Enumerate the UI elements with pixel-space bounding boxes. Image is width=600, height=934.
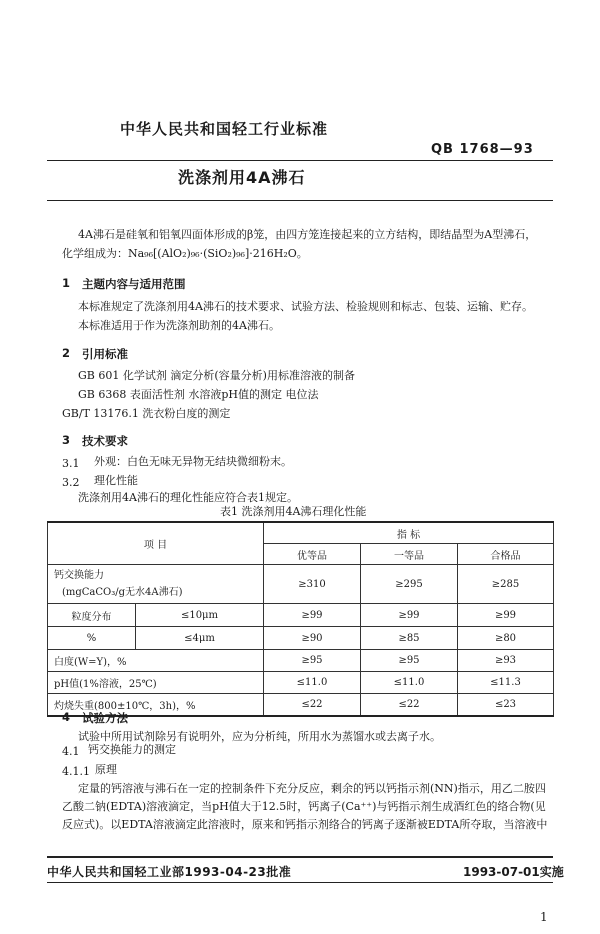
cell-value: ≥99 xyxy=(458,604,554,627)
section-3-1-num: 3.1 xyxy=(62,457,80,470)
cell-value: ≤22 xyxy=(361,694,458,717)
cell-value: ≥99 xyxy=(264,604,361,627)
title-rule xyxy=(47,200,553,201)
row-item: 粒度分布 xyxy=(48,604,136,627)
section-4-1-1-text: 原理 xyxy=(95,763,117,776)
section-1-p2: 本标准适用于作为洗涤剂助剂的4A沸石。 xyxy=(78,319,280,332)
cell-value: ≥95 xyxy=(361,650,458,672)
header-rule xyxy=(47,160,553,161)
row-item-line: (mgCaCO₃/g无水4A沸石) xyxy=(62,587,183,598)
row-condition: ≤10μm xyxy=(136,604,264,627)
cell-value: ≤23 xyxy=(458,694,554,717)
table-row xyxy=(48,604,554,627)
approval-text: 中华人民共和国轻工业部1993-04-23批准 xyxy=(47,865,292,879)
doc-title: 洗涤剂用4A沸石 xyxy=(178,168,306,187)
standard-org: 中华人民共和国轻工行业标准 xyxy=(120,120,329,138)
cell-value: ≥99 xyxy=(361,604,458,627)
section-1-p1: 本标准规定了洗涤剂用4A沸石的技术要求、试验方法、检验规则和标志、包装、运输、贮存。 xyxy=(78,300,533,313)
cell-value: ≤22 xyxy=(264,694,361,717)
cell-value: ≥80 xyxy=(458,627,554,650)
cell-value: ≥295 xyxy=(361,565,458,604)
cell-value: ≤11.0 xyxy=(264,672,361,694)
footer-rule-bottom xyxy=(47,882,553,883)
section-1-num: 1 xyxy=(62,276,71,290)
table-row xyxy=(48,627,554,650)
section-4-title: 试验方法 xyxy=(82,711,128,725)
cell-value: ≥90 xyxy=(264,627,361,650)
table-row xyxy=(48,672,554,694)
cell-value: ≥285 xyxy=(458,565,554,604)
section-3-title: 技术要求 xyxy=(82,434,128,448)
section-4-1-text: 钙交换能力的测定 xyxy=(88,743,176,756)
row-item: % xyxy=(48,627,136,650)
row-item: 白度(W=Y)，% xyxy=(48,650,264,672)
section-3-1-text: 外观：白色无味无异物无结块微细粉末。 xyxy=(94,455,292,468)
section-2-title: 引用标准 xyxy=(82,347,128,361)
page-number: 1 xyxy=(540,910,548,924)
col-item-header: 项 目 xyxy=(48,522,264,565)
principle-line: 反应式)。以EDTA溶液滴定此溶液时，原来和钙指示剂络合的钙离子逐渐被EDTA所夺取，当溶液中 xyxy=(62,818,548,831)
cell-value: ≤11.3 xyxy=(458,672,554,694)
section-3-2-num: 3.2 xyxy=(62,476,80,489)
section-2-num: 2 xyxy=(62,346,71,360)
section-4-1-1-num: 4.1.1 xyxy=(62,765,90,778)
section-1-title: 主题内容与适用范围 xyxy=(82,277,186,291)
intro-line-2: 化学组成为：Na₉₆[(AlO₂)₉₆·(SiO₂)₉₆]·216H₂O。 xyxy=(62,247,308,260)
grade-header: 优等品 xyxy=(264,544,361,565)
section-4-1-num: 4.1 xyxy=(62,745,80,758)
cell-value: ≥85 xyxy=(361,627,458,650)
row-item: pH值(1%溶液，25℃) xyxy=(48,672,264,694)
grade-header: 一等品 xyxy=(361,544,458,565)
grade-header: 合格品 xyxy=(458,544,554,565)
section-4-p1: 试验中所用试剂除另有说明外，应为分析纯，所用水为蒸馏水或去离子水。 xyxy=(78,730,441,743)
row-item: 灼烧失重(800±10℃，3h)，% xyxy=(48,694,264,717)
table-caption: 表1 洗涤剂用4A沸石理化性能 xyxy=(220,505,367,518)
section-3-2-text: 理化性能 xyxy=(94,474,138,487)
row-item xyxy=(48,565,264,604)
ref-item: GB/T 13176.1 洗衣粉白度的测定 xyxy=(62,407,231,420)
row-condition: ≤4μm xyxy=(136,627,264,650)
principle-line: 乙酸二钠(EDTA)溶液滴定，当pH值大于12.5时，钙离子(Ca⁺⁺)与钙指示剂生成酒红色的络合物(见 xyxy=(62,800,546,813)
section-3-2-para: 洗涤剂用4A沸石的理化性能应符合表1规定。 xyxy=(78,491,298,504)
standard-number: QB 1768—93 xyxy=(431,142,534,157)
table-header-row xyxy=(48,522,554,544)
section-3-num: 3 xyxy=(62,433,71,447)
table-row xyxy=(48,565,554,604)
col-index-header: 指 标 xyxy=(264,522,554,544)
intro-line-1: 4A沸石是硅氧和铝氧四面体形成的β笼，由四方笼连接起来的立方结构，即结晶型为A型沸石， xyxy=(78,228,537,241)
cell-value: ≤11.0 xyxy=(361,672,458,694)
implement-text: 1993-07-01实施 xyxy=(463,865,564,879)
row-item-line: 钙交换能力 xyxy=(54,570,104,581)
cell-value: ≥93 xyxy=(458,650,554,672)
ref-item: GB 6368 表面活性剂 水溶液pH值的测定 电位法 xyxy=(78,388,319,401)
footer-rule xyxy=(47,856,553,858)
section-4-num: 4 xyxy=(62,710,71,724)
principle-line: 定量的钙溶液与沸石在一定的控制条件下充分反应，剩余的钙以钙指示剂(NN)指示，用乙二胺四 xyxy=(78,782,546,795)
cell-value: ≥95 xyxy=(264,650,361,672)
cell-value: ≥310 xyxy=(264,565,361,604)
table-row xyxy=(48,650,554,672)
properties-table xyxy=(47,521,554,717)
ref-item: GB 601 化学试剂 滴定分析(容量分析)用标准溶液的制备 xyxy=(78,369,355,382)
